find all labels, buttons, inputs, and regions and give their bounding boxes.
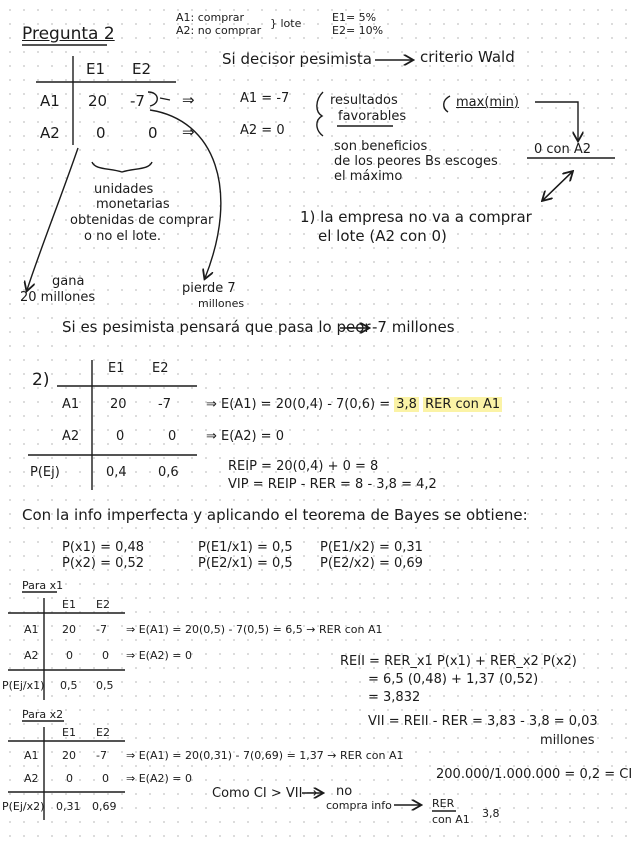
expected-a2: ⇒ E(A2) = 0	[206, 429, 284, 444]
wald-criterion: criterio Wald	[420, 48, 515, 66]
legend-e2: E2= 10%	[332, 24, 384, 37]
cell: 0	[168, 429, 177, 444]
conclusion-2: el lote (A2 con 0)	[318, 227, 447, 245]
expected-a1: ⇒ E(A1) = 20(0,4) - 7(0,6) = 3,8 RER con A1	[206, 397, 501, 412]
cell: 0	[102, 649, 109, 662]
vii-unit: millones	[540, 733, 595, 748]
final-rer-value: 3,8	[482, 807, 500, 820]
row-pej-x2: P(Ej/x2)	[2, 800, 45, 813]
cell: 0	[66, 772, 73, 785]
cell: 0,31	[56, 800, 81, 813]
reii-formula: REII = RER_x1 P(x1) + RER_x2 P(x2)	[340, 654, 577, 669]
note-unidades: unidades	[94, 182, 154, 197]
final-rer: RER	[432, 797, 455, 810]
note-lote: o no el lote.	[84, 229, 161, 244]
cell: -7	[96, 749, 107, 762]
wald-maxmin: max(min)	[456, 95, 519, 110]
reii-result: = 3,832	[368, 690, 421, 705]
row-a1: A1	[62, 397, 80, 412]
cell: 0	[96, 124, 106, 142]
conclusion-1: 1) la empresa no va a comprar	[300, 208, 532, 226]
rer-label: RER con A1	[425, 397, 501, 412]
cell: 20	[62, 749, 76, 762]
compare-line: Como CI > VII →	[212, 786, 318, 801]
cell: -7	[96, 623, 107, 636]
para-x2-title: Para x2	[22, 708, 64, 721]
note-pierde: pierde 7	[182, 281, 236, 296]
wald-ben1: son beneficios	[334, 139, 428, 154]
prob-e2-x1: P(E2/x1) = 0,5	[198, 556, 293, 571]
cell: 0	[66, 649, 73, 662]
row-a2: A2	[24, 772, 39, 785]
wald-line: Si decisor pesimista	[222, 50, 372, 68]
pesimista-line: Si es pesimista pensará que pasa lo peor	[62, 318, 371, 336]
legend-a2: A2: no comprar	[176, 24, 262, 37]
wald-a1: A1 = -7	[240, 91, 290, 106]
row-pej-x1: P(Ej/x1)	[2, 679, 45, 692]
cell: -7	[130, 92, 145, 110]
compra-info-label: compra info	[326, 799, 392, 812]
cell: 0	[148, 124, 158, 142]
vii-line: VII = REII - RER = 3,83 - 3,8 = 0,03	[368, 714, 598, 729]
reip-line: REIP = 20(0,4) + 0 = 8	[228, 459, 379, 474]
legend-lote: } lote	[270, 17, 302, 30]
header-e2: E2	[152, 361, 169, 376]
note-pierde-unit: millones	[198, 297, 245, 310]
header-e2: E2	[96, 726, 110, 739]
prob-x2: P(x2) = 0,52	[62, 556, 145, 571]
row-a2: A2	[62, 429, 80, 444]
bayes-intro: Con la info imperfecta y aplicando el teorema de Bayes se obtiene:	[22, 506, 528, 524]
cell: 0,5	[60, 679, 78, 692]
prob-x1: P(x1) = 0,48	[62, 540, 145, 555]
ci-line: 200.000/1.000.000 = 0,2 = CI	[436, 767, 633, 782]
cell: 0	[116, 429, 125, 444]
note-obtenidas: obtenidas de comprar	[70, 213, 214, 228]
row-a1: A1	[40, 92, 60, 110]
header-e1: E1	[108, 361, 125, 376]
brace-icon: }	[270, 17, 277, 30]
header-e2: E2	[132, 60, 152, 78]
wald-res1: resultados	[330, 93, 398, 108]
final-rer-action: con A1	[432, 813, 470, 826]
row-pej: P(Ej)	[30, 465, 60, 480]
page-title: Pregunta 2	[22, 24, 115, 44]
prob-e1-x2: P(E1/x2) = 0,31	[320, 540, 423, 555]
highlighted-value: 3,8	[396, 397, 417, 412]
x2-expected-a2: ⇒ E(A2) = 0	[126, 772, 192, 785]
prob-e2-x2: P(E2/x2) = 0,69	[320, 556, 423, 571]
note-monetarias: monetarias	[96, 197, 170, 212]
cell: 0,5	[96, 679, 114, 692]
reii-substitution: = 6,5 (0,48) + 1,37 (0,52)	[368, 672, 539, 687]
x1-expected-a2: ⇒ E(A2) = 0	[126, 649, 192, 662]
implies-icon: ⇒	[182, 91, 195, 109]
wald-ben3: el máximo	[334, 169, 403, 184]
row-a2: A2	[24, 649, 39, 662]
no-label: no	[336, 784, 353, 799]
x2-expected-a1: ⇒ E(A1) = 20(0,31) - 7(0,69) = 1,37 → RER con A1	[126, 749, 404, 762]
part2-label: 2)	[32, 370, 50, 390]
wald-ben2: de los peores Bs escoges	[334, 154, 498, 169]
legend-e1: E1= 5%	[332, 11, 377, 24]
cell: 20	[62, 623, 76, 636]
row-a2: A2	[40, 124, 60, 142]
para-x1-title: Para x1	[22, 579, 64, 592]
implies-icon: ⇒	[182, 123, 195, 141]
x1-expected-a1: ⇒ E(A1) = 20(0,5) - 7(0,5) = 6,5 → RER con A1	[126, 623, 383, 636]
cell: -7	[158, 397, 171, 412]
cell: 0,4	[106, 465, 127, 480]
cell: 0,6	[158, 465, 179, 480]
header-e1: E1	[86, 60, 106, 78]
cell: 20	[110, 397, 127, 412]
header-e1: E1	[62, 598, 76, 611]
prob-e1-x1: P(E1/x1) = 0,5	[198, 540, 293, 555]
vip-line: VIP = REIP - RER = 8 - 3,8 = 4,2	[228, 477, 437, 492]
wald-result: 0 con A2	[534, 142, 592, 157]
row-a1: A1	[24, 623, 39, 636]
cell: 20	[88, 92, 108, 110]
wald-a2: A2 = 0	[240, 123, 285, 138]
header-e1: E1	[62, 726, 76, 739]
wald-res2: favorables	[338, 109, 407, 124]
row-a1: A1	[24, 749, 39, 762]
cell: 0,69	[92, 800, 117, 813]
note-gana: gana	[52, 274, 85, 289]
note-gana-amount: 20 millones	[20, 290, 96, 305]
header-e2: E2	[96, 598, 110, 611]
legend-a1: A1: comprar	[176, 11, 244, 24]
pesimista-value: -7 millones	[372, 318, 455, 336]
cell: 0	[102, 772, 109, 785]
